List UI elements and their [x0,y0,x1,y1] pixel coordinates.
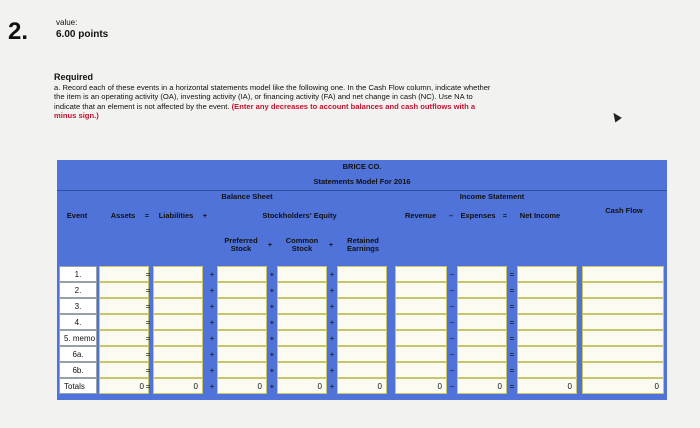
revenue-input[interactable] [395,314,447,330]
minus-sign: – [449,349,455,359]
plus-sign: + [269,269,275,279]
event-label: 1. [59,266,97,282]
assets-header: Assets [110,211,136,220]
cash-flow-input[interactable] [582,362,664,378]
plus-sign: + [209,333,215,343]
equals-sign: = [509,365,515,375]
liabilities-input[interactable] [153,298,203,314]
equals-sign: = [509,269,515,279]
expenses-input[interactable] [457,362,507,378]
liabilities-input[interactable] [153,346,203,362]
equals-sign: = [145,317,151,327]
expenses-header: Expenses [460,211,496,220]
plus-sign: + [329,365,335,375]
common-stock-input[interactable] [277,298,327,314]
assets-input[interactable] [99,346,149,362]
assets-input[interactable] [99,362,149,378]
revenue-header: Revenue [404,211,437,220]
net-income-input[interactable] [517,330,577,346]
plus-sign: + [269,285,275,295]
plus-sign: + [329,381,335,391]
equals-sign: = [145,365,151,375]
common-stock-input[interactable] [277,330,327,346]
equals-sign: = [509,285,515,295]
question-number: 2. [8,18,29,45]
event-label: 5. memo [59,330,97,346]
instructions-emphasis: (Enter any decreases to account balances and cash outflows with a minus sign.) [54,101,476,121]
plus-sign: + [209,349,215,359]
revenue-input[interactable] [395,346,447,362]
net-income-header: Net Income [519,211,561,220]
assets-input[interactable] [99,282,149,298]
plus-sign: + [209,365,215,375]
net-income-input[interactable] [517,298,577,314]
plus-sign: + [329,301,335,311]
plus-sign: + [269,301,275,311]
plus-sign: + [329,349,335,359]
minus-sign: – [449,301,455,311]
preferred-stock-input[interactable] [217,298,267,314]
equals-sign: = [145,333,151,343]
equals-sign: = [144,211,150,220]
equals-sign: = [509,381,515,391]
plus-sign: + [209,381,215,391]
preferred-stock-input[interactable] [217,346,267,362]
retained-earnings-input[interactable] [337,266,387,282]
preferred-stock-input[interactable]: 0 [217,378,267,394]
preferred-stock-input[interactable] [217,330,267,346]
retained-earnings-input[interactable] [337,282,387,298]
net-income-input[interactable]: 0 [517,378,577,394]
event-label: 6b. [59,362,97,378]
assets-input[interactable] [99,298,149,314]
liabilities-input[interactable] [153,362,203,378]
revenue-input[interactable] [395,330,447,346]
cash-flow-input[interactable] [582,314,664,330]
equals-sign: = [145,269,151,279]
balance-sheet-heading: Balance Sheet [221,192,273,201]
plus-sign: + [269,349,275,359]
event-label: Totals [59,378,97,394]
retained-earnings-header: Retained Earnings [346,236,380,253]
statements-model-table [57,160,667,400]
revenue-input[interactable] [395,362,447,378]
common-stock-input[interactable] [277,346,327,362]
preferred-stock-input[interactable] [217,282,267,298]
minus-sign: – [449,269,455,279]
equals-sign: = [509,333,515,343]
plus-sign: + [269,333,275,343]
event-label: 6a. [59,346,97,362]
equals-sign: = [502,211,508,220]
retained-earnings-input[interactable] [337,314,387,330]
plus-sign: + [329,269,335,279]
equity-header: Stockholders' Equity [262,211,337,220]
required-heading: Required [54,72,94,82]
common-stock-input[interactable] [277,314,327,330]
model-title: Statements Model For 2016 [313,177,411,186]
assets-input[interactable]: 0 [99,378,149,394]
cash-flow-input[interactable] [582,346,664,362]
minus-sign: – [449,333,455,343]
event-label: 2. [59,282,97,298]
retained-earnings-input[interactable]: 0 [337,378,387,394]
equals-sign: = [145,381,151,391]
plus-sign: + [209,285,215,295]
common-stock-input[interactable]: 0 [277,378,327,394]
net-income-input[interactable] [517,346,577,362]
preferred-stock-input[interactable] [217,314,267,330]
instructions-text: a. Record each of these events in a horizontal statements model like the following one. In the Cash Flow column, indicate whether the item is an operating activity (OA), investing activity (IA), or financing activity (FA) and net change in cash (NC). Use NA to indicate that an element is not affected by the event. [54,83,491,111]
plus-sign: + [328,240,334,249]
expenses-input[interactable] [457,314,507,330]
expenses-input[interactable]: 0 [457,378,507,394]
plus-sign: + [209,317,215,327]
cash-flow-input[interactable] [582,282,664,298]
liabilities-input[interactable] [153,282,203,298]
equals-sign: = [145,349,151,359]
revenue-input[interactable] [395,266,447,282]
company-name: BRICE CO. [342,162,382,171]
retained-earnings-input[interactable] [337,298,387,314]
net-income-input[interactable] [517,314,577,330]
plus-sign: + [329,333,335,343]
assets-input[interactable] [99,266,149,282]
minus-sign: – [449,381,455,391]
plus-sign: + [209,301,215,311]
plus-sign: + [329,317,335,327]
revenue-input[interactable]: 0 [395,378,447,394]
cash-flow-header: Cash Flow [605,206,643,215]
minus-sign: – [448,211,454,220]
liabilities-input[interactable] [153,314,203,330]
minus-sign: – [449,317,455,327]
cash-flow-input[interactable] [582,330,664,346]
liabilities-header: Liabilities [158,211,194,220]
equals-sign: = [509,301,515,311]
points-value: 6.00 points [56,29,109,40]
plus-sign: + [269,365,275,375]
retained-earnings-input[interactable] [337,330,387,346]
preferred-stock-input[interactable] [217,362,267,378]
net-income-input[interactable] [517,282,577,298]
net-income-input[interactable] [517,362,577,378]
plus-sign: + [209,269,215,279]
equals-sign: = [509,317,515,327]
expenses-input[interactable] [457,298,507,314]
revenue-input[interactable] [395,298,447,314]
revenue-input[interactable] [395,282,447,298]
mouse-cursor-icon [610,111,622,123]
plus-sign: + [267,240,273,249]
retained-earnings-input[interactable] [337,346,387,362]
equals-sign: = [145,301,151,311]
liabilities-input[interactable] [153,266,203,282]
event-label: 4. [59,314,97,330]
plus-sign: + [202,211,208,220]
cash-flow-input[interactable]: 0 [582,378,664,394]
plus-sign: + [269,317,275,327]
minus-sign: – [449,285,455,295]
income-statement-heading: Income Statement [459,192,525,201]
assets-input[interactable] [99,314,149,330]
common-stock-input[interactable] [277,282,327,298]
common-stock-header: Common Stock [285,236,319,253]
liabilities-input[interactable]: 0 [153,378,203,394]
common-stock-input[interactable] [277,266,327,282]
plus-sign: + [329,285,335,295]
cash-flow-input[interactable] [582,266,664,282]
equals-sign: = [145,285,151,295]
cash-flow-input[interactable] [582,298,664,314]
value-label: value: [56,18,78,27]
event-header: Event [66,211,88,220]
assets-input[interactable] [99,330,149,346]
plus-sign: + [269,381,275,391]
event-label: 3. [59,298,97,314]
expenses-input[interactable] [457,266,507,282]
expenses-input[interactable] [457,330,507,346]
instructions [54,83,494,121]
expenses-input[interactable] [457,346,507,362]
net-income-input[interactable] [517,266,577,282]
preferred-stock-header: Preferred Stock [224,236,258,253]
preferred-stock-input[interactable] [217,266,267,282]
liabilities-input[interactable] [153,330,203,346]
common-stock-input[interactable] [277,362,327,378]
retained-earnings-input[interactable] [337,362,387,378]
expenses-input[interactable] [457,282,507,298]
minus-sign: – [449,365,455,375]
equals-sign: = [509,349,515,359]
